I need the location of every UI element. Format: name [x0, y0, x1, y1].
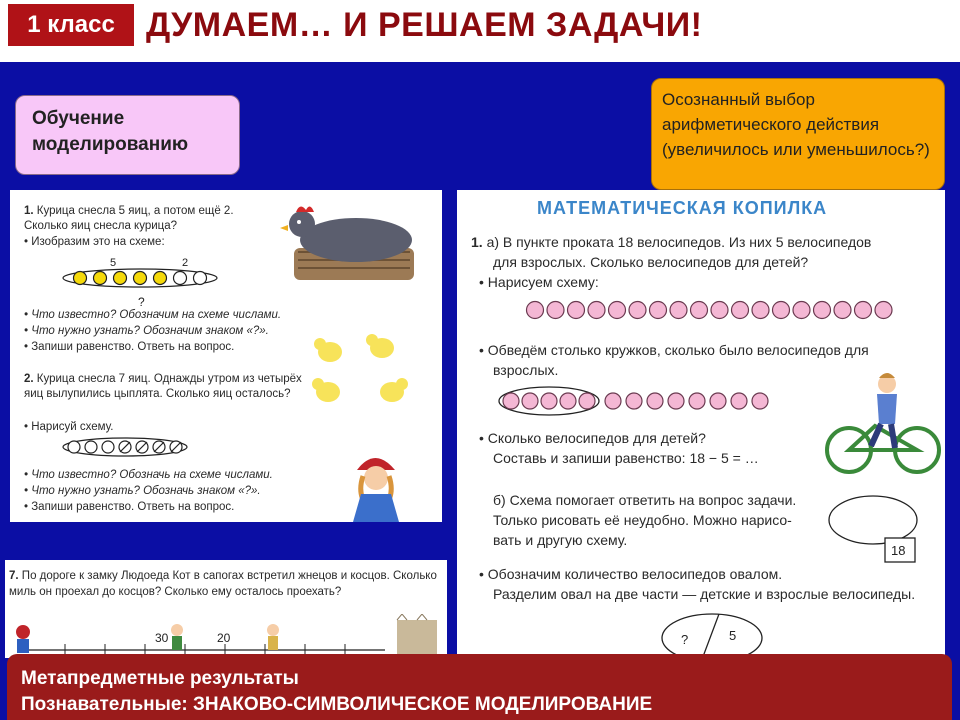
bicycle-circle — [793, 302, 810, 319]
bicycle-circle — [609, 302, 626, 319]
oval-question: ? — [681, 632, 689, 647]
bicycle-circle — [711, 302, 728, 319]
bicycle-circle — [773, 302, 790, 319]
banner-line-1: Метапредметные результаты — [21, 668, 299, 689]
modeling-label: Обучение моделированию — [15, 95, 240, 175]
bicycle-circle — [629, 302, 646, 319]
header-bar — [0, 0, 960, 62]
egg-circle — [174, 272, 187, 285]
bullet-item-cont: Разделим овал на две части — детские и взрослые велосипеды. — [493, 586, 916, 602]
task-text: Курица снесла 5 яиц, а потом ещё 2. Сколько яиц снесла курица? — [24, 205, 234, 232]
task-number: 1. — [471, 234, 483, 250]
bicycle-circle — [732, 302, 749, 319]
bicycle-circle — [503, 393, 519, 409]
scheme-number-2: 2 — [182, 257, 189, 269]
bicycle-circle — [647, 393, 663, 409]
bicycle-circle — [875, 302, 892, 319]
task-number: 2. — [24, 373, 34, 385]
hen-illustration — [274, 200, 434, 284]
task-text: Курица снесла 7 яиц. Однажды утром из четырёх яиц вылупились цыплята. Сколько яиц осталось? — [24, 373, 302, 400]
task-text: По дороге к замку Людоеда Кот в сапогах встретил жнецов и косцов. Сколько миль он проехал до косцов? Сколько ему осталось проехать? — [9, 570, 437, 598]
bicycle-circle — [541, 393, 557, 409]
bullet-item: • Запиши равенство. Ответь на вопрос. — [24, 501, 235, 513]
bicycle-circle — [814, 302, 831, 319]
task-number: 1. — [24, 205, 34, 217]
page-title: ДУМАЕМ… И РЕШАЕМ ЗАДАЧИ! — [146, 6, 703, 44]
box-number-18: 18 — [891, 543, 906, 558]
bicycle-circle — [752, 393, 768, 409]
bicycle-circle — [668, 393, 684, 409]
scheme-circle — [85, 441, 97, 453]
bicycle-circle — [670, 302, 687, 319]
bicycle-circle — [710, 393, 726, 409]
empty-scheme — [60, 436, 190, 458]
textbook-page-cat — [5, 560, 447, 658]
bicycle-circle — [691, 302, 708, 319]
bicycle-circle — [527, 302, 544, 319]
bicycle-circles-grouped — [497, 384, 837, 418]
bicycle-circle — [547, 302, 564, 319]
oval-with-box — [827, 494, 939, 566]
bicycle-circle — [731, 393, 747, 409]
bullet-item: • Обведём столько кружков, сколько было велосипедов для — [479, 342, 869, 358]
bullet-item: • Сколько велосипедов для детей? — [479, 430, 706, 446]
bullet-item: • Запиши равенство. Ответь на вопрос. — [24, 341, 235, 353]
bicycle-circle — [834, 302, 851, 319]
bullet-item: • Нарисуем схему: — [479, 274, 599, 290]
bicycle-circle — [588, 302, 605, 319]
task-b-text: Только рисовать её неудобно. Можно нарисо- — [493, 512, 792, 528]
egg-circle — [194, 272, 207, 285]
bicycle-circle — [689, 393, 705, 409]
results-banner — [7, 654, 952, 720]
scheme-question: ? — [138, 295, 145, 309]
bicycle-circle — [752, 302, 769, 319]
kopilka-heading: МАТЕМАТИЧЕСКАЯ КОПИЛКА — [537, 198, 828, 218]
task-b-text: б) Схема помогает ответить на вопрос задачи. — [493, 492, 797, 508]
girl-illustration — [335, 448, 415, 522]
task-text: а) В пункте проката 18 велосипедов. Из них 5 велосипедов — [486, 234, 872, 250]
chicks-illustration — [310, 330, 420, 410]
bullet-item: • Что известно? Обозначим на схеме числами. — [24, 309, 282, 321]
egg-circles — [74, 272, 207, 285]
scheme-circle — [102, 441, 114, 453]
bicycle-circle — [568, 302, 585, 319]
egg-circle — [74, 272, 87, 285]
bullet-item-cont: Составь и запиши равенство: 18 − 5 = … — [493, 450, 759, 466]
distance-label-30: 30 — [155, 631, 169, 645]
textbook-page-hen — [10, 190, 442, 522]
bicycle-circle — [522, 393, 538, 409]
egg-scheme — [60, 254, 220, 310]
bicycle-circle — [560, 393, 576, 409]
bicycle-circle — [650, 302, 667, 319]
bullet-item: • Что нужно узнать? Обозначим знаком «?». — [24, 325, 269, 337]
egg-circle — [114, 272, 127, 285]
task-text-cont: для взрослых. Сколько велосипедов для детей? — [493, 254, 809, 270]
distance-label-20: 20 — [217, 631, 231, 645]
pink-circles-grouped — [503, 393, 768, 409]
bullet-item: • Что известно? Обозначь на схеме числами. — [24, 469, 273, 481]
bullet-item: • Обозначим количество велосипедов овалом. — [479, 566, 783, 582]
banner-line-2: Познавательные: ЗНАКОВО-СИМВОЛИЧЕСКОЕ МОДЕЛИРОВАНИЕ — [21, 694, 653, 715]
bicycle-circle — [626, 393, 642, 409]
bicycle-circle — [579, 393, 595, 409]
task-number: 7. — [9, 570, 19, 582]
egg-circle — [134, 272, 147, 285]
bullet-item: • Нарисуй схему. — [24, 421, 114, 433]
oval-number-5: 5 — [729, 628, 737, 643]
bicycle-circles-row — [525, 298, 905, 322]
pink-circles — [527, 302, 893, 319]
cyclist-illustration — [825, 370, 943, 480]
bullet-item: • Что нужно узнать? Обозначь знаком «?». — [24, 485, 261, 497]
task-b-text: вать и другую схему. — [493, 532, 628, 548]
bullet-item: • Изобразим это на схеме: — [24, 236, 165, 248]
road-illustration — [5, 614, 447, 658]
grade-badge: 1 класс — [8, 4, 134, 46]
scheme-number-5: 5 — [110, 257, 117, 269]
bullet-item-cont: взрослых. — [493, 362, 559, 378]
crossed-circles — [68, 441, 182, 453]
arithmetic-choice-label: Осознанный выбор арифметического действия (увеличилось или уменьшилось?) — [651, 78, 945, 190]
bicycle-circle — [855, 302, 872, 319]
bicycle-circle — [605, 393, 621, 409]
split-oval — [657, 608, 767, 658]
scheme-circle — [68, 441, 80, 453]
textbook-page-bicycles — [457, 190, 945, 658]
egg-circle — [94, 272, 107, 285]
egg-circle — [154, 272, 167, 285]
